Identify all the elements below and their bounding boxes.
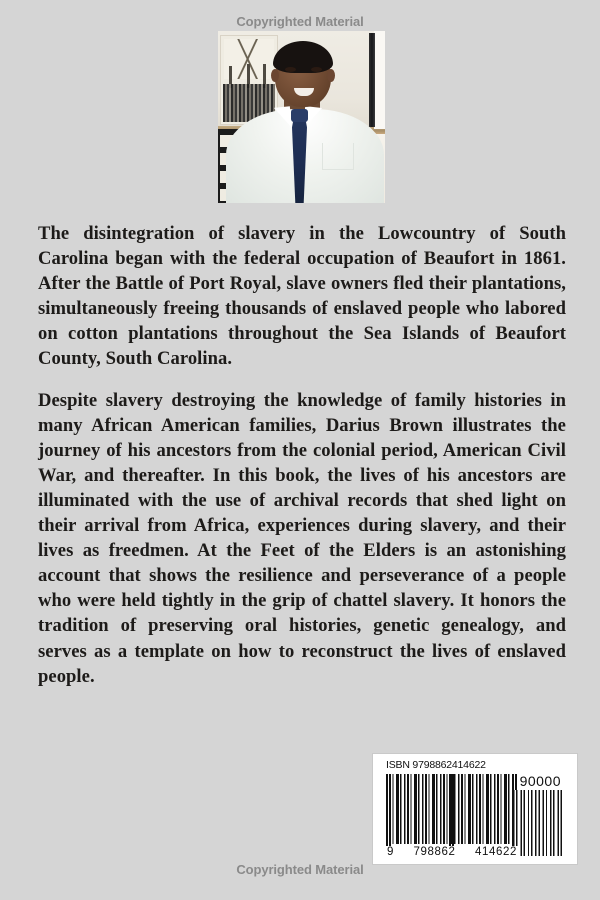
author-photo [218,31,385,203]
author-photo-image [218,31,385,203]
portrait-eye-left [285,67,296,72]
blurb-paragraph-1: The disintegration of slavery in the Lowcountry of South Carolina began with the federal occupation of Beaufort in 1861. After the Battle of Port Royal, slave owners fled their plantations, simultaneously freeing thousands of enslaved people who labored on cotton plantations throughout the Sea Islands of Beaufort County, South Carolina. [38,223,566,370]
barcode-digit-group-2: 798862 [413,846,456,858]
blurb-paragraph-2: Despite slavery destroying the knowledge of family histories in many African American families, Darius Brown illustrates the journey of his ancestors from the colonial period, American Civil War, and thereafter. In this book, the lives of his ancestors are illuminated with the use of archival records that shed light on their arrival from Africa, experiences during slavery, and their lives as freedmen. At the Feet of the Elders is an astonishing account that shows the resilience and perseverance of a people who were held tightly in the grip of chattel slavery. It honors the tradition of preserving oral histories, genetic genealogy, and serves as a template on how to reconstruct the lives of enslaved people. [38,389,566,687]
portrait-ear-left [271,69,279,82]
barcode-digit-group-3: 414622 [475,846,517,858]
barcode-addon5-icon [513,790,565,856]
barcode-ean13-icon [386,774,516,844]
barcode-guard-bar [389,774,391,856]
isbn-label: ISBN 9798862414622 [386,759,486,771]
barcode-guard-bar [452,774,454,856]
portrait-collar-left [274,106,292,130]
portrait-necktie-knot [291,109,308,122]
portrait-shirt-pocket [322,143,354,170]
framed-picture-edge-icon [369,33,375,127]
back-cover-blurb [38,221,566,689]
barcode-digits [386,846,518,858]
barcode-digit-group-1: 9 [387,846,394,858]
portrait-ear-right [327,69,335,82]
isbn-barcode-block [372,753,578,865]
wall-frame-backing [374,31,385,129]
price-addon-label: 90000 [519,773,561,789]
portrait-eye-right [311,67,322,72]
copyright-watermark-bottom: Copyrighted Material [236,862,364,877]
barcode-guard-bar [386,774,388,856]
barcode-guard-bar [449,774,451,856]
copyright-watermark-top: Copyrighted Material [236,14,364,29]
